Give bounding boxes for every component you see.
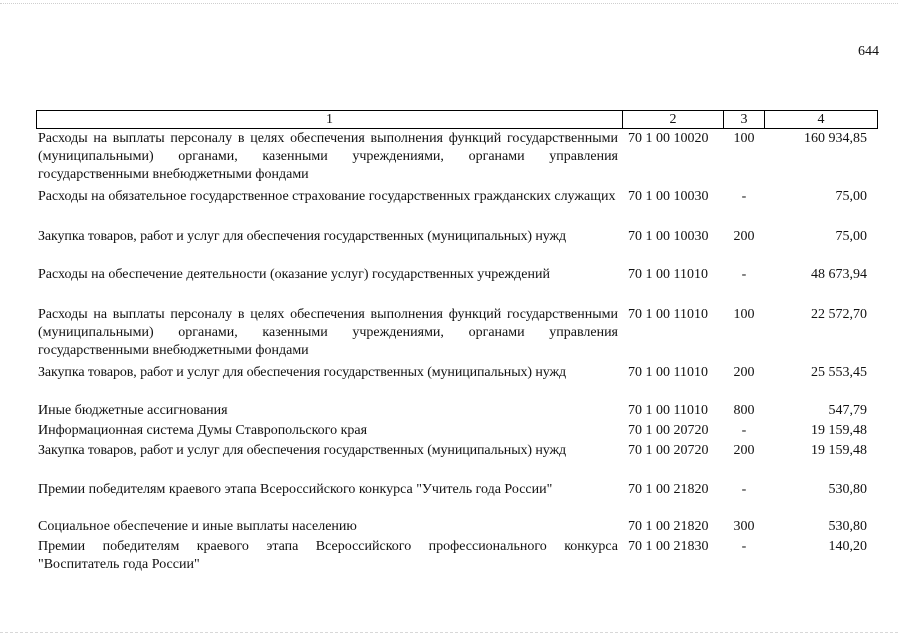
row-amount: 25 553,45 xyxy=(811,365,867,380)
column-header-2: 2 xyxy=(669,112,677,127)
row-name: Премии победителям краевого этапа Всероссийского конкурса "Учитель года России" xyxy=(38,482,553,497)
row-code: 70 1 00 21820 xyxy=(628,519,709,534)
row-name: Расходы на выплаты персоналу в целях обеспечения выполнения функций государственными (муниципальными) органами, казенными учреждениями, органами управления государственными внебюджетными фондами xyxy=(38,131,618,182)
row-amount: 75,00 xyxy=(835,189,867,204)
row-code: 70 1 00 20720 xyxy=(628,443,709,458)
scan-edge-top xyxy=(0,3,898,4)
row-code: 70 1 00 10020 xyxy=(628,131,709,146)
row-type: 300 xyxy=(733,519,755,534)
row-type: 100 xyxy=(733,307,755,322)
row-name: Иные бюджетные ассигнования xyxy=(38,403,228,418)
row-amount: 19 159,48 xyxy=(811,443,867,458)
row-type: 800 xyxy=(733,403,755,418)
row-name: Информационная система Думы Ставропольского края xyxy=(38,423,368,438)
row-name: Социальное обеспечение и иные выплаты населению xyxy=(38,519,357,534)
row-amount: 530,80 xyxy=(828,519,867,534)
column-header-1: 1 xyxy=(326,112,333,127)
row-code: 70 1 00 11010 xyxy=(628,365,708,380)
scan-edge-bottom xyxy=(0,632,898,633)
row-name: Закупка товаров, работ и услуг для обеспечения государственных (муниципальных) нужд xyxy=(38,365,567,380)
row-type: - xyxy=(741,267,747,282)
row-code: 70 1 00 11010 xyxy=(628,267,708,282)
row-code: 70 1 00 21820 xyxy=(628,482,709,497)
row-amount: 140,20 xyxy=(828,539,867,554)
row-name: Закупка товаров, работ и услуг для обеспечения государственных (муниципальных) нужд xyxy=(38,229,567,244)
row-code: 70 1 00 21830 xyxy=(628,539,709,554)
row-amount: 48 673,94 xyxy=(811,267,867,282)
row-type: - xyxy=(741,539,747,554)
row-amount: 547,79 xyxy=(828,403,867,418)
row-code: 70 1 00 11010 xyxy=(628,403,708,418)
row-type: 100 xyxy=(733,131,755,146)
row-type: - xyxy=(741,189,747,204)
row-amount: 75,00 xyxy=(835,229,867,244)
row-code: 70 1 00 10030 xyxy=(628,229,709,244)
column-header-3: 3 xyxy=(740,112,748,127)
row-type: - xyxy=(741,482,747,497)
row-type: 200 xyxy=(733,365,755,380)
row-amount: 19 159,48 xyxy=(811,423,867,438)
row-name: Расходы на обеспечение деятельности (оказание услуг) государственных учреждений xyxy=(38,267,550,282)
row-code: 70 1 00 10030 xyxy=(628,189,709,204)
row-type: 200 xyxy=(733,443,755,458)
row-amount: 22 572,70 xyxy=(811,307,867,322)
row-name: Закупка товаров, работ и услуг для обеспечения государственных (муниципальных) нужд xyxy=(38,443,567,458)
row-name: Премии победителям краевого этапа Всероссийского профессионального конкурса "Воспитатель года России" xyxy=(38,539,618,572)
row-name: Расходы на обязательное государственное страхование государственных гражданских служащих xyxy=(38,189,616,204)
row-name: Расходы на выплаты персоналу в целях обеспечения выполнения функций государственными (муниципальными) органами, казенными учреждениями, органами управления государственными внебюджетными фондами xyxy=(38,307,618,358)
row-amount: 160 934,85 xyxy=(804,131,867,146)
row-type: - xyxy=(741,423,747,438)
row-code: 70 1 00 11010 xyxy=(628,307,708,322)
row-type: 200 xyxy=(733,229,755,244)
row-code: 70 1 00 20720 xyxy=(628,423,709,438)
table-header xyxy=(36,110,878,129)
column-header-4: 4 xyxy=(817,112,825,127)
row-amount: 530,80 xyxy=(828,482,867,497)
page-number: 644 xyxy=(858,44,879,59)
